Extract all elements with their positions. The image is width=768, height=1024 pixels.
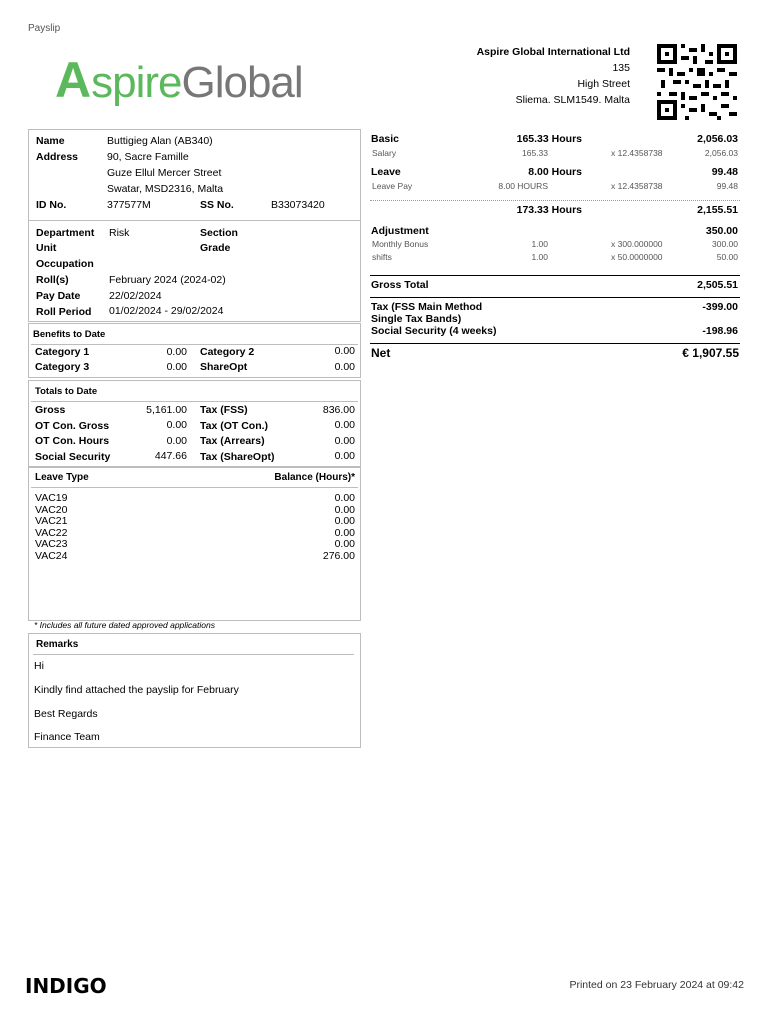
category1-value: 0.00 (166, 346, 187, 358)
company-line1: 135 (612, 62, 630, 74)
leave-type-cell: VAC22 (35, 526, 68, 539)
shareopt-label: ShareOpt (200, 361, 248, 373)
otgross-value: 0.00 (166, 419, 187, 431)
divider (29, 220, 360, 221)
address-line1: 90, Sacre Famille (107, 151, 189, 163)
adjustment-amount: 350.00 (705, 225, 738, 237)
id-number: 377577M (107, 199, 151, 211)
category3-label: Category 3 (35, 361, 90, 373)
department-value: Risk (109, 227, 130, 239)
leave-pay-label: Leave (371, 166, 401, 178)
rollperiod-value: 01/02/2024 - 29/02/2024 (109, 305, 224, 317)
rolls-label: Roll(s) (36, 274, 69, 286)
leavepay-qty: 8.00 HOURS (498, 181, 548, 191)
rolls-value: February 2024 (2024-02) (109, 274, 226, 286)
taxot-label: Tax (OT Con.) (200, 420, 269, 432)
socialsecurity-todate-value: 447.66 (154, 450, 187, 462)
basic-amount: 2,056.03 (697, 133, 738, 145)
totals-box (28, 380, 361, 467)
tax-label-2: Single Tax Bands) (371, 313, 462, 325)
leavepay-rate: x 12.4358738 (611, 181, 663, 191)
occupation-label: Occupation (36, 258, 94, 270)
shareopt-value: 0.00 (334, 361, 355, 373)
totals-title: Totals to Date (35, 386, 98, 397)
leave-type-cell: VAC20 (35, 503, 68, 516)
address-label: Address (36, 151, 79, 163)
shifts-rate: x 50.0000000 (611, 252, 663, 262)
leave-type-cell: VAC24 (35, 550, 68, 562)
taxshare-value: 0.00 (334, 450, 355, 462)
company-name: Aspire Global International Ltd (476, 46, 630, 58)
ss-number: B33073420 (271, 199, 325, 211)
net-amount: € 1,907.55 (682, 346, 739, 360)
leave-type-cell: VAC21 (35, 515, 68, 528)
category2-label: Category 2 (200, 346, 255, 358)
divider (370, 297, 740, 298)
leave-balance-header: Balance (Hours)* (274, 472, 355, 483)
divider (31, 487, 358, 488)
logo-a: A (55, 52, 92, 108)
remarks-line1: Hi (34, 660, 44, 672)
leave-type-header: Leave Type (35, 472, 89, 483)
leave-box (28, 467, 361, 621)
remarks-box (28, 633, 361, 748)
company-logo (55, 52, 303, 108)
gross-total-label: Gross Total (371, 279, 429, 291)
leave-pay-hours: 8.00 Hours (528, 166, 582, 178)
leave-balance-cell: 0.00 (334, 538, 355, 551)
othours-value: 0.00 (166, 435, 187, 447)
address-line2: Guze Ellul Mercer Street (107, 167, 222, 179)
doc-label: Payslip (28, 23, 61, 34)
leave-type-cell: VAC19 (35, 492, 68, 504)
salary-label: Salary (372, 148, 397, 158)
ss-label: SS No. (200, 199, 234, 211)
leave-balance-cell: 0.00 (334, 515, 355, 528)
unit-label: Unit (36, 242, 57, 254)
logo-text: spireGlobal (91, 58, 303, 107)
category1-label: Category 1 (35, 346, 90, 358)
bonus-amount: 300.00 (712, 239, 738, 249)
employee-details-box (28, 129, 361, 322)
othours-label: OT Con. Hours (35, 435, 110, 447)
shifts-qty: 1.00 (531, 252, 548, 262)
gross-todate-value: 5,161.00 (146, 404, 187, 416)
taxarrears-label: Tax (Arrears) (200, 435, 265, 447)
tax-amount: -399.00 (702, 301, 738, 313)
bonus-rate: x 300.000000 (611, 239, 663, 249)
leave-type-cell: VAC23 (35, 538, 68, 551)
taxshare-label: Tax (ShareOpt) (200, 451, 275, 463)
department-label: Department (36, 227, 95, 239)
leave-balance-cell: 0.00 (334, 492, 355, 504)
taxfss-label: Tax (FSS) (200, 404, 248, 416)
salary-rate: x 12.4358738 (611, 148, 663, 158)
divider (31, 401, 358, 402)
remarks-line2: Kindly find attached the payslip for February (34, 684, 239, 696)
adjustment-label: Adjustment (371, 225, 429, 237)
socialsecurity-todate-label: Social Security (35, 451, 111, 463)
name-label: Name (36, 135, 65, 147)
leave-footnote: * Includes all future dated approved applications (34, 620, 215, 630)
taxarrears-value: 0.00 (334, 435, 355, 447)
divider (370, 275, 740, 276)
gross-todate-label: Gross (35, 404, 66, 416)
subtotal-hours: 173.33 Hours (516, 204, 582, 216)
leave-balance-cell: 0.00 (334, 503, 355, 516)
gross-total-amount: 2,505.51 (697, 279, 738, 291)
net-label: Net (371, 346, 391, 360)
pay-details (370, 131, 740, 371)
category3-value: 0.00 (166, 361, 187, 373)
social-security-label: Social Security (4 weeks) (371, 325, 497, 337)
otgross-label: OT Con. Gross (35, 420, 110, 432)
basic-hours: 165.33 Hours (516, 133, 582, 145)
taxfss-value: 836.00 (322, 404, 355, 416)
bonus-qty: 1.00 (531, 239, 548, 249)
paydate-value: 22/02/2024 (109, 290, 162, 302)
benefits-box (28, 323, 361, 378)
indigo-logo: INDIGO (25, 974, 107, 998)
leave-balance-cell: 276.00 (322, 550, 355, 562)
social-security-amount: -198.96 (702, 325, 738, 337)
rollperiod-label: Roll Period (36, 306, 92, 318)
dotted-divider (370, 200, 740, 201)
paydate-label: Pay Date (36, 290, 81, 302)
grade-label: Grade (200, 242, 231, 254)
shifts-label: shifts (372, 252, 392, 262)
tax-label-1: Tax (FSS Main Method (371, 301, 483, 313)
company-line2: High Street (577, 78, 630, 90)
leavepay-label: Leave Pay (372, 181, 413, 191)
remarks-title: Remarks (36, 639, 79, 650)
printed-timestamp: Printed on 23 February 2024 at 09:42 (569, 979, 744, 991)
remarks-line3: Best Regards (34, 708, 98, 720)
address-line3: Swatar, MSD2316, Malta (107, 183, 224, 195)
company-address (477, 44, 630, 108)
benefits-title: Benefits to Date (33, 329, 106, 340)
taxot-value: 0.00 (334, 419, 355, 431)
employee-name: Buttigieg Alan (AB340) (107, 135, 213, 147)
shifts-amount: 50.00 (716, 252, 738, 262)
company-line3: Sliema. SLM1549. Malta (515, 94, 630, 106)
subtotal-amount: 2,155.51 (697, 204, 738, 216)
salary-amount: 2,056.03 (704, 148, 738, 158)
basic-label: Basic (371, 133, 400, 145)
leave-balance-cell: 0.00 (334, 526, 355, 539)
divider (33, 654, 354, 655)
salary-qty: 165.33 (522, 148, 548, 158)
section-label: Section (200, 227, 238, 239)
category2-value: 0.00 (334, 345, 355, 357)
bonus-label: Monthly Bonus (372, 239, 429, 249)
remarks-line4: Finance Team (34, 731, 100, 743)
qr-code (657, 44, 737, 120)
leave-pay-amount: 99.48 (711, 166, 738, 178)
leavepay-amount: 99.48 (716, 181, 738, 191)
divider (370, 343, 740, 344)
id-label: ID No. (36, 199, 67, 211)
